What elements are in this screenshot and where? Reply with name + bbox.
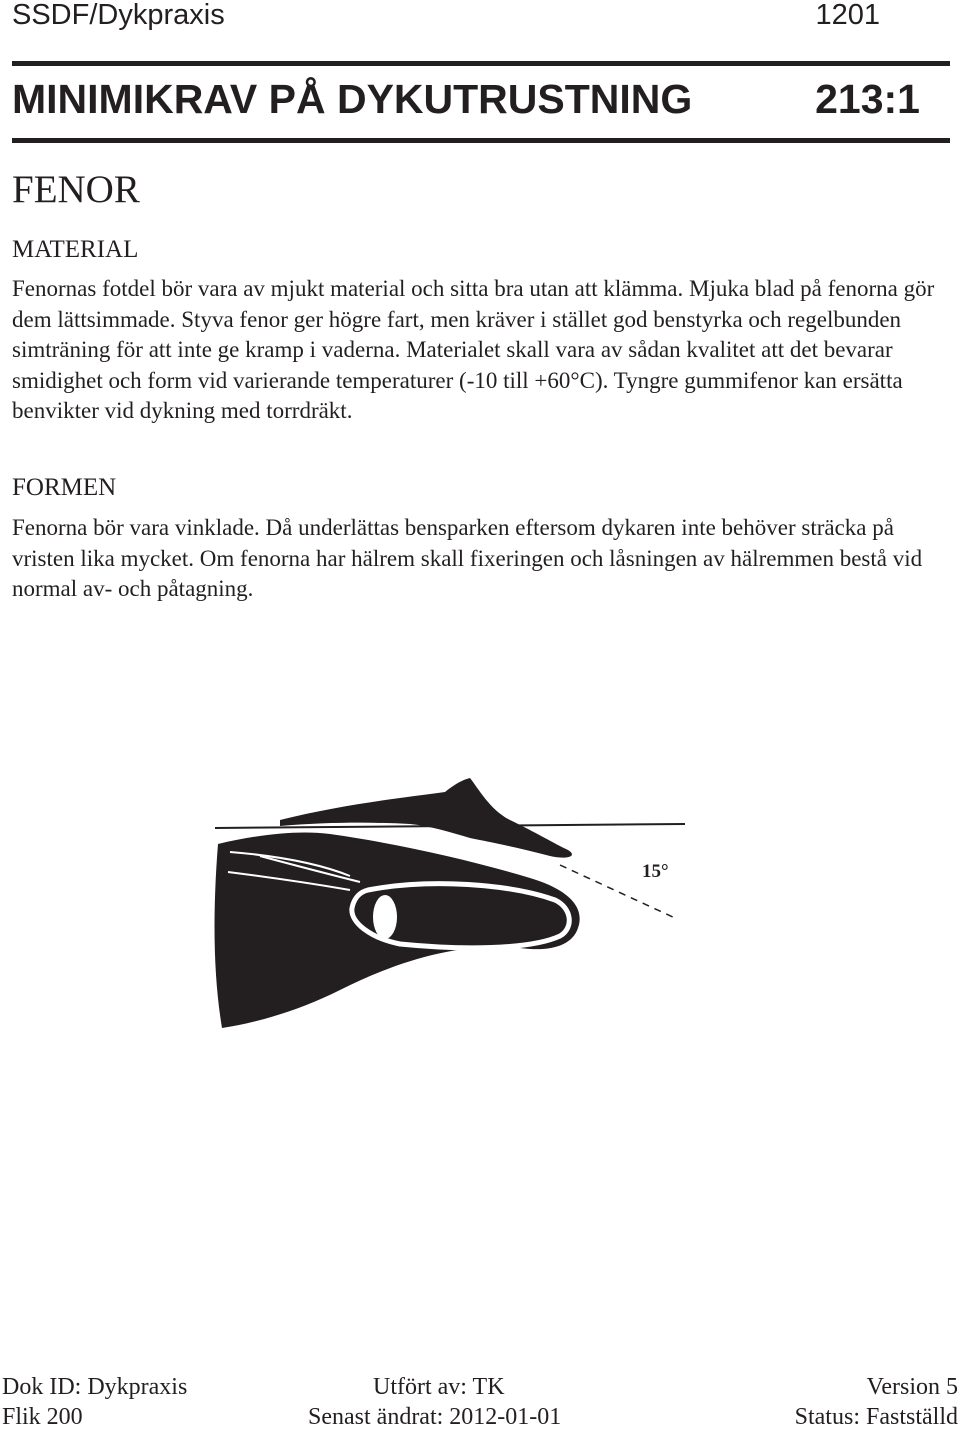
footer-last-changed: Senast ändrat: 2012-01-01	[308, 1404, 562, 1430]
footer-version: Version 5	[866, 1374, 958, 1400]
footer-flik: Flik 200	[2, 1404, 83, 1430]
footer-status: Status: Fastställd	[794, 1404, 958, 1430]
header-organization: SSDF/Dykpraxis	[12, 0, 225, 31]
header-page-number: 1201	[815, 0, 880, 31]
paragraph-material: Fenornas fotdel bör vara av mjukt material och sitta bra utan att klämma. Mjuka blad på fenorna gör dem lättsimmade. Styva fenor ger högre fart, men kräver i stället god benstyrka och regelbunden simträning för att inte ge kramp i vaderna. Materialet skall vara av sådan kvalitet att det bevarar smidighet och form vid varierande temperaturer (-10 till +60°C). Tyngre gummifenor kan ersätta benvikter vid dykning med torrdräkt.	[12, 276, 935, 423]
bottom-divider	[12, 138, 950, 143]
angle-label: 15°	[642, 861, 669, 882]
footer-doc-id: Dok ID: Dykpraxis	[2, 1374, 188, 1400]
footer-performed-by: Utfört av: TK	[373, 1374, 505, 1400]
subheading-material: MATERIAL	[12, 236, 139, 263]
fin-body	[215, 832, 580, 1028]
section-title: FENOR	[12, 168, 140, 211]
paragraph-formen: Fenorna bör vara vinklade. Då underlättas bensparken eftersom dykaren inte behöver sträcka på vristen lika mycket. Om fenorna har hälrem skall fixeringen och låsningen av hälremmen bestå vid normal av- och påtagning.	[12, 515, 923, 601]
top-divider	[12, 61, 950, 66]
fin-illustration	[200, 760, 700, 1040]
subheading-formen: FORMEN	[12, 474, 117, 501]
foot-pocket-opening	[373, 895, 397, 939]
document-title: MINIMIKRAV PÅ DYKUTRUSTNING	[12, 76, 693, 122]
document-number: 213:1	[815, 76, 920, 122]
